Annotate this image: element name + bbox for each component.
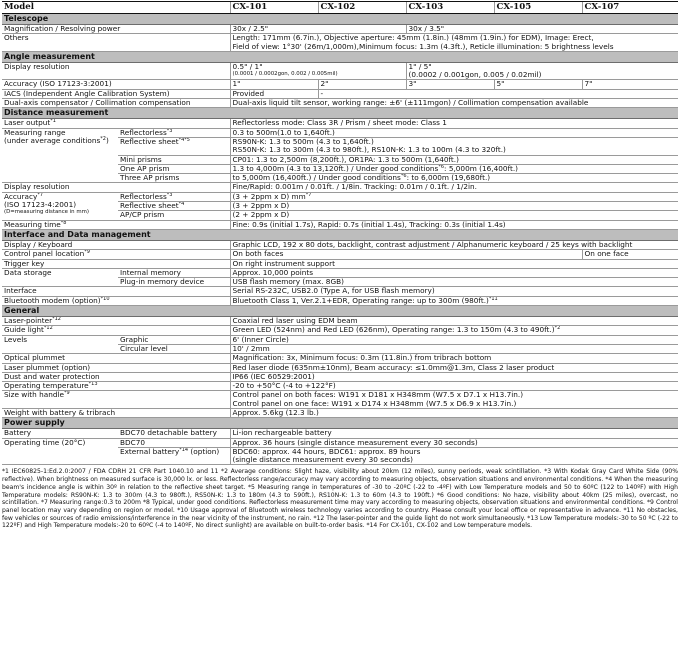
accuracy-cx101: 1" xyxy=(230,80,318,89)
angle-display-a: 0.5" / 1" (0.0001 / 0.0002gon, 0.002 / 0.005mil) xyxy=(230,62,406,80)
dual-axis-value: Dual-axis liquid tilt sensor, working range: ±6' (±111mgon) / Collimation compensation available xyxy=(230,99,678,108)
refless-value: 0.3 to 500m(1.0 to 1,640ft.) xyxy=(230,128,678,137)
weight-value: Approx. 5.6kg (12.3 lb.) xyxy=(230,408,678,417)
data-storage-label: Data storage xyxy=(2,268,118,287)
size-label: Size with handle$^{*9}$ xyxy=(2,391,230,409)
control-panel-one: On one face xyxy=(582,250,678,259)
section-angle: Angle measurement xyxy=(2,51,678,62)
three-prism-label: Three AP prisms xyxy=(118,174,230,183)
one-prism-label: One AP prism xyxy=(118,164,230,173)
graphic-level-label: Graphic xyxy=(118,335,230,344)
accuracy-cx105: 5" xyxy=(494,80,582,89)
external-battery-value: BDC60: approx. 44 hours, BDC61: approx. 89 hours (single distance measurement every 30 seconds) xyxy=(230,447,678,465)
battery-label: Battery xyxy=(2,429,118,438)
internal-memory-value: Approx. 10,000 points xyxy=(230,268,678,277)
magnification-value-a: 30x / 2.5" xyxy=(230,25,406,34)
circular-level-value: 10' / 2mm xyxy=(230,344,678,353)
sheet-label: Reflective sheet$^{*4*5}$ xyxy=(118,137,230,155)
weight-label: Weight with battery & tribrach xyxy=(2,408,230,417)
section-power: Power supply xyxy=(2,418,678,429)
accuracy-cx103: 3" xyxy=(406,80,494,89)
control-panel-label: Control panel location$^{*9}$ xyxy=(2,250,230,259)
guide-light-value: Green LED (524nm) and Red LED (626nm), Operating range: 1.3 to 150m (4.3 to 490ft.)$^{*2}$ xyxy=(230,326,678,335)
interface-label: Interface xyxy=(2,287,230,296)
bluetooth-value: Bluetooth Class 1, Ver.2.1+EDR, Operating range: up to 300m $(980ft.)^{*11}$ xyxy=(230,296,678,305)
graphic-level-value: 6' (Inner Circle) xyxy=(230,335,678,344)
operating-time-label: Operating time (20°C) xyxy=(2,438,118,465)
control-panel-both: On both faces xyxy=(230,250,582,259)
bluetooth-label: Bluetooth modem (option)$^{*10}$ xyxy=(2,296,230,305)
dual-axis-label: Dual-axis compensator / Collimation compensation xyxy=(2,99,230,108)
accuracy-cx107: 7" xyxy=(582,80,678,89)
acc-sheet-label: Reflective sheet$^{*4}$ xyxy=(118,202,230,211)
one-prism-value: 1.3 to 4,000m (4.3 to 13,120ft.) / Under good conditions$^{*6}$: 5,000m (16,400ft.) xyxy=(230,164,678,173)
acc-refless-value: (3 + 2ppm x D) $mm^{*7}$ xyxy=(230,192,678,201)
others-label: Others xyxy=(2,34,230,52)
spec-sheet xyxy=(2,1,678,530)
plugin-memory-value: USB flash memory (max. 8GB) xyxy=(230,278,678,287)
accuracy-cx102: 2" xyxy=(318,80,406,89)
distance-accuracy-label: Accuracy$^{*7}$ (ISO 17123-4:2001) (D=measuring distance in mm) xyxy=(2,192,118,220)
refless-label: Reflectorless$^{*3}$ xyxy=(118,128,230,137)
laser-plummet-value: Red laser diode (635nm±10nm), Beam accuracy: ≤1.0mm@1.3m, Class 2 laser product xyxy=(230,363,678,372)
laser-pointer-label: Laser-pointer$^{*12}$ xyxy=(2,317,230,326)
model-cx101: CX-101 xyxy=(230,2,318,14)
iacs-label: IACS (Independent Angle Calibration System) xyxy=(2,89,230,98)
trigger-key-label: Trigger key xyxy=(2,259,230,268)
laser-output-value: Reflectorless mode: Class 3R / Prism / sheet mode: Class 1 xyxy=(230,119,678,128)
model-cx107: CX-107 xyxy=(582,2,678,14)
sheet-value-1: RS90N-K: 1.3 to 500m (4.3 to 1,640ft.) xyxy=(230,137,678,146)
dust-water-label: Dust and water protection xyxy=(2,372,230,381)
battery-type: BDC70 detachable battery xyxy=(118,429,230,438)
model-cx102: CX-102 xyxy=(318,2,406,14)
iacs-value: Provided xyxy=(230,89,318,98)
others-value: Length: 171mm (6.7in.), Objective aperture: 45mm (1.8in.) (48mm (1.9in.) for EDM), Image: Erect, Field of view: 1°30' (26m/1,000m),Minimum focus: 1.3m (4.3ft.), Reticle illumination: 5 brightness levels xyxy=(230,34,678,52)
levels-label: Levels xyxy=(2,335,118,354)
spec-table xyxy=(2,1,678,465)
acc-prism-value: (2 + 2ppm x D) xyxy=(230,211,678,220)
magnification-label: Magnification / Resolving power xyxy=(2,25,230,34)
section-general: General xyxy=(2,306,678,317)
angle-display-label: Display resolution xyxy=(2,62,230,80)
internal-memory-label: Internal memory xyxy=(118,268,230,277)
mini-prism-value: CP01: 1.3 to 2,500m (8,200ft.), OR1PA: 1.3 to 500m (1,640ft.) xyxy=(230,155,678,164)
model-cx105: CX-105 xyxy=(494,2,582,14)
laser-pointer-value: Coaxial red laser using EDM beam xyxy=(230,317,678,326)
operating-time-type: BDC70 xyxy=(118,438,230,447)
measuring-time-value: Fine: 0.9s (initial 1.7s), Rapid: 0.7s (initial 1.4s), Tracking: 0.3s (initial 1.4s) xyxy=(230,220,678,229)
laser-output-label: Laser output$^{*1}$ xyxy=(2,119,230,128)
optical-plummet-label: Optical plummet xyxy=(2,354,230,363)
distance-resolution-label: Display resolution xyxy=(2,183,230,192)
trigger-key-value: On right instrument support xyxy=(230,259,678,268)
header-row xyxy=(2,2,678,14)
operating-time-value: Approx. 36 hours (single distance measurement every 30 seconds) xyxy=(230,438,678,447)
iacs-dash: - xyxy=(318,89,678,98)
section-distance: Distance measurement xyxy=(2,108,678,119)
section-interface: Interface and Data management xyxy=(2,229,678,240)
plugin-memory-label: Plug-in memory device xyxy=(118,278,230,287)
model-header: Model xyxy=(2,2,230,14)
external-battery-label: External battery$^{*14}$ (option) xyxy=(118,447,230,465)
size-value: Control panel on both faces: W191 x D181 x H348mm (W7.5 x D7.1 x H13.7in.) Control panel on one face: W191 x D174 x H348mm (W7.5 x D6.9 x H13.7in.) xyxy=(230,391,678,409)
acc-prism-label: AP/CP prism xyxy=(118,211,230,220)
measuring-time-label: Measuring time$^{*8}$ xyxy=(2,220,230,229)
three-prism-value: to 5,000m (16,400ft.) / Under good conditions$^{*6}$: to 6,000m (19,680ft.) xyxy=(230,174,678,183)
measuring-range-label: Measuring range (under average conditions$^{*2}$) xyxy=(2,128,118,183)
footnotes xyxy=(2,468,678,530)
optical-plummet-value: Magnification: 3x, Minimum focus: 0.3m (11.8in.) from tribrach bottom xyxy=(230,354,678,363)
display-keyboard-value: Graphic LCD, 192 x 80 dots, backlight, contrast adjustment / Alphanumeric keyboard / 25 keys with backlight xyxy=(230,240,678,249)
guide-light-label: Guide light$^{*12}$ xyxy=(2,326,230,335)
interface-value: Serial RS-232C, USB2.0 (Type A, for USB flash memory) xyxy=(230,287,678,296)
acc-sheet-value: (3 + 2ppm x D) xyxy=(230,202,678,211)
angle-accuracy-label: Accuracy (ISO 17123-3:2001) xyxy=(2,80,230,89)
acc-refless-label: Reflectorless$^{*3}$ xyxy=(118,192,230,201)
operating-temp-value: -20 to +50°C (-4 to +122°F) xyxy=(230,382,678,391)
circular-level-label: Circular level xyxy=(118,344,230,353)
section-telescope: Telescope xyxy=(2,14,678,25)
dust-water-value: IP66 (IEC 60529:2001) xyxy=(230,372,678,381)
distance-resolution-value: Fine/Rapid: 0.001m / 0.01ft. / 1/8in. Tracking: 0.01m / 0.1ft. / 1/2in. xyxy=(230,183,678,192)
display-keyboard-label: Display / Keyboard xyxy=(2,240,230,249)
laser-plummet-label: Laser plummet (option) xyxy=(2,363,230,372)
footnote-text: *1 IEC60825-1:Ed.2.0:2007 / FDA CDRH 21 CFR Part 1040.10 and 11 *2 Average conditions: Slight haze, visibility about 20km (12 miles), sunny periods, weak scintillation. *3 With Kodak Gray Card White Side (90% reflective). When brightness on measured surface is 30,000 lx. or less. Reflectorless range/accuracy may vary according to measuring objects, observation situations and environmental conditions. *4 When the measuring beam's incidence angle is within 30º in relation to the reflective sheet target. *5 Measuring range in temperatures of -30 to -20ºC (-22 to -4ºF) with Low Temperature models and 50 to 60ºC (122 to 140ºF) with High Temperature models: RS90N-K: 1.3 to 300m (4.3 to 980ft.), RS50N-K: 1.3 to 180m (4.3 to 590ft.), RS10N-K: 1.3 to 60m (4.3 to 190ft.) *6 Good conditions: No haze, visibility about 40km (25 miles), overcast, no scintillation. *7 Measuring range:0.3 to 200m *8 Typical, under good conditions. Reflectorless measurement time may vary according to measuring objects, observation situations and environmental conditions. *9 Control panel location may vary depending on region or model. *10 Usage approval of Bluetooth wireless technology varies according to country. Please consult your local office or representative in advance. *11 No obstacles, few vehicles or sources of radio emissions/interference in the near vicinity of the instrument, no rain. *12 The laser-pointer and the guide light do not work simultaneously. *13 Low Temperature models:-30 to 50 ºC (-22 to 122ºF) and High Temperature models:-20 to 60ºC (-4 to 140ºF, No direct sunlight) are available on built-to-order basis. *14 For CX-101, CX-102 and Low temperature models. xyxy=(2,468,678,530)
sheet-value-2: RS50N-K: 1.3 to 300m (4.3 to 980ft.), RS10N-K: 1.3 to 100m (4.3 to 320ft.) xyxy=(230,146,678,155)
mini-prism-label: Mini prisms xyxy=(118,155,230,164)
battery-value: Li-ion rechargeable battery xyxy=(230,429,678,438)
magnification-value-b: 30x / 3.5" xyxy=(406,25,678,34)
angle-display-b: 1" / 5" (0.0002 / 0.001gon, 0.005 / 0.02mil) xyxy=(406,62,678,80)
operating-temp-label: Operating temperature$^{*13}$ xyxy=(2,382,230,391)
model-cx103: CX-103 xyxy=(406,2,494,14)
